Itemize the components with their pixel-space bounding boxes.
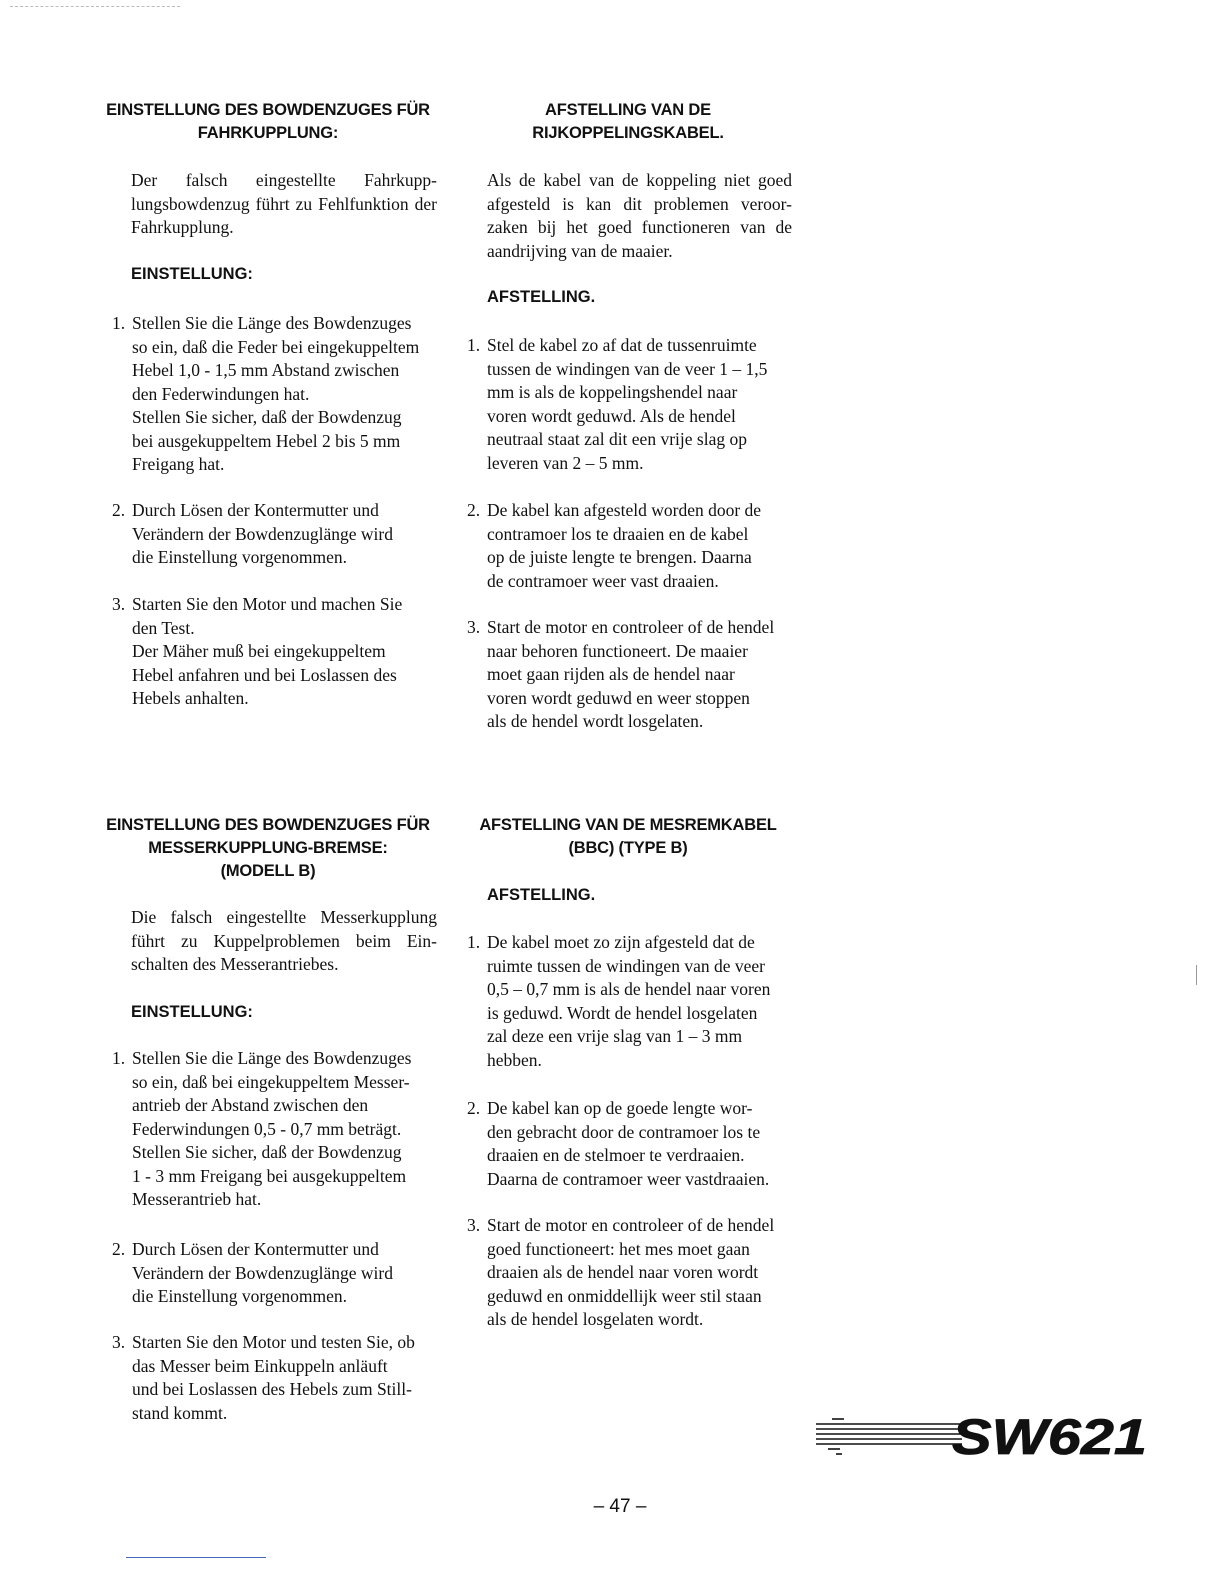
item-number: 1. [112,1048,126,1068]
item-text: Start de motor en controleer of de hendel goed functioneert: het mes moet gaan draaien als de hendel naar voren wordt geduwd en onmiddellijk weer stil staan als de hendel losgelaten wordt. [487,1215,775,1329]
subheading-afstelling-2: AFSTELLING. [487,886,596,904]
list-item [112,312,442,477]
item-text: De kabel kan op de goede lengte wor- den gebracht door de contramoer los te draaien en de stelmoer te verdraaien. Daarna de contramoer weer vastdraaien. [487,1098,770,1189]
heading-messerkupplung: EINSTELLUNG DES BOWDENZUGES FÜR MESSERKUPPLUNG-BREMSE: (MODELL B) [106,816,430,880]
list-item [112,499,442,570]
item-text: Stellen Sie die Länge des Bowdenzuges so ein, daß die Feder bei eingekuppeltem Hebel 1,0 - 1,5 mm Abstand zwischen den Federwindungen hat. Stellen Sie sicher, daß der Bowdenzug bei ausgekuppeltem Hebel 2 bis 5 mm Freigang hat. [132,313,420,474]
item-number: 3. [112,1332,126,1352]
item-number: 2. [112,1239,126,1259]
item-text: Starten Sie den Motor und machen Sie den Test. Der Mäher muß bei eingekuppeltem Hebel anfahren und bei Loslassen des Hebels anhalten. [132,594,403,708]
item-number: 3. [467,617,481,637]
list-item [467,1214,797,1332]
list-item [112,1047,442,1212]
item-number: 2. [467,1098,481,1118]
intro-messerkupplung: Die falsch eingestellte Messerkupplung führt zu Kuppelproblemen beim Ein-schalten des Messerantriebes. [131,907,437,974]
item-text: Durch Lösen der Kontermutter und Verändern der Bowdenzuglänge wird die Einstellung vorgenommen. [132,500,393,567]
item-text: Start de motor en controleer of de hendel naar behoren functioneert. De maaier moet gaan rijden als de hendel naar voren wordt geduwd en weer stoppen als de hendel wordt losgelaten. [487,617,775,731]
list-item [467,334,797,475]
item-number: 3. [467,1215,481,1235]
item-number: 2. [467,500,481,520]
list-item [467,499,797,593]
logo-text: SW621 [952,1409,1147,1465]
list-item [112,593,442,711]
scan-artifact-line [1196,965,1197,985]
speed-lines-icon [816,1419,962,1454]
heading-fahrkupplung: EINSTELLUNG DES BOWDENZUGES FÜR FAHRKUPPLUNG: [106,101,430,142]
item-text: Stellen Sie die Länge des Bowdenzuges so ein, daß bei eingekuppeltem Messer- antrieb der Abstand zwischen den Federwindungen 0,5 - 0,7 mm beträgt. Stellen Sie sicher, daß der Bowdenzug 1 - 3 mm Freigang bei ausgekuppeltem Messerantrieb hat. [132,1048,412,1209]
item-number: 1. [467,335,481,355]
heading-mesremkabel: AFSTELLING VAN DE MESREMKABEL (BBC) (TYPE B) [479,816,777,857]
item-number: 1. [467,932,481,952]
scan-artifact-line [10,6,180,8]
item-text: Durch Lösen der Kontermutter und Verändern der Bowdenzuglänge wird die Einstellung vorgenommen. [132,1239,393,1306]
scan-artifact-line [126,1557,266,1558]
subheading-einstellung-1: EINSTELLUNG: [131,265,253,283]
item-number: 2. [112,500,126,520]
item-text: De kabel kan afgesteld worden door de contramoer los te draaien en de kabel op de juiste lengte te brengen. Daarna de contramoer weer vast draaien. [487,500,762,591]
item-text: De kabel moet zo zijn afgesteld dat de ruimte tussen de windingen van de veer 0,5 – 0,7 mm is als de hendel naar voren is geduwd. Wordt de hendel losgelaten zal deze een vrije slag van 1 – 3 mm hebben. [487,932,771,1070]
item-number: 3. [112,594,126,614]
intro-rijkoppelingskabel: Als de kabel van de koppeling niet goed afgesteld is kan dit problemen veroor-zaken bij het goed functioneren van de aandrijving van de maaier. [487,170,792,261]
list-item [112,1238,442,1309]
subheading-einstellung-2: EINSTELLUNG: [131,1003,253,1021]
list-item [467,616,797,734]
item-text: Starten Sie den Motor und testen Sie, ob das Messer beim Einkuppeln anläuft und bei Loslassen des Hebels zum Still- stand kommt. [132,1332,415,1423]
heading-rijkoppelingskabel: AFSTELLING VAN DE RIJKOPPELINGSKABEL. [532,101,724,142]
intro-fahrkupplung: Der falsch eingestellte Fahrkupp-lungsbowdenzug führt zu Fehlfunktion der Fahrkupplung. [131,170,437,237]
list-item [467,1097,797,1191]
page-number: – 47 – [593,1496,647,1517]
item-text: Stel de kabel zo af dat de tussenruimte tussen de windingen van de veer 1 – 1,5 mm is als de koppelingshendel naar voren wordt geduwd. Als de hendel neutraal staat zal dit een vrije slag op leveren van 2 – 5 mm. [487,335,768,473]
subheading-afstelling-1: AFSTELLING. [487,288,596,306]
list-item [112,1331,442,1425]
item-number: 1. [112,313,126,333]
sw621-logo [812,1400,1152,1470]
list-item [467,931,797,1072]
